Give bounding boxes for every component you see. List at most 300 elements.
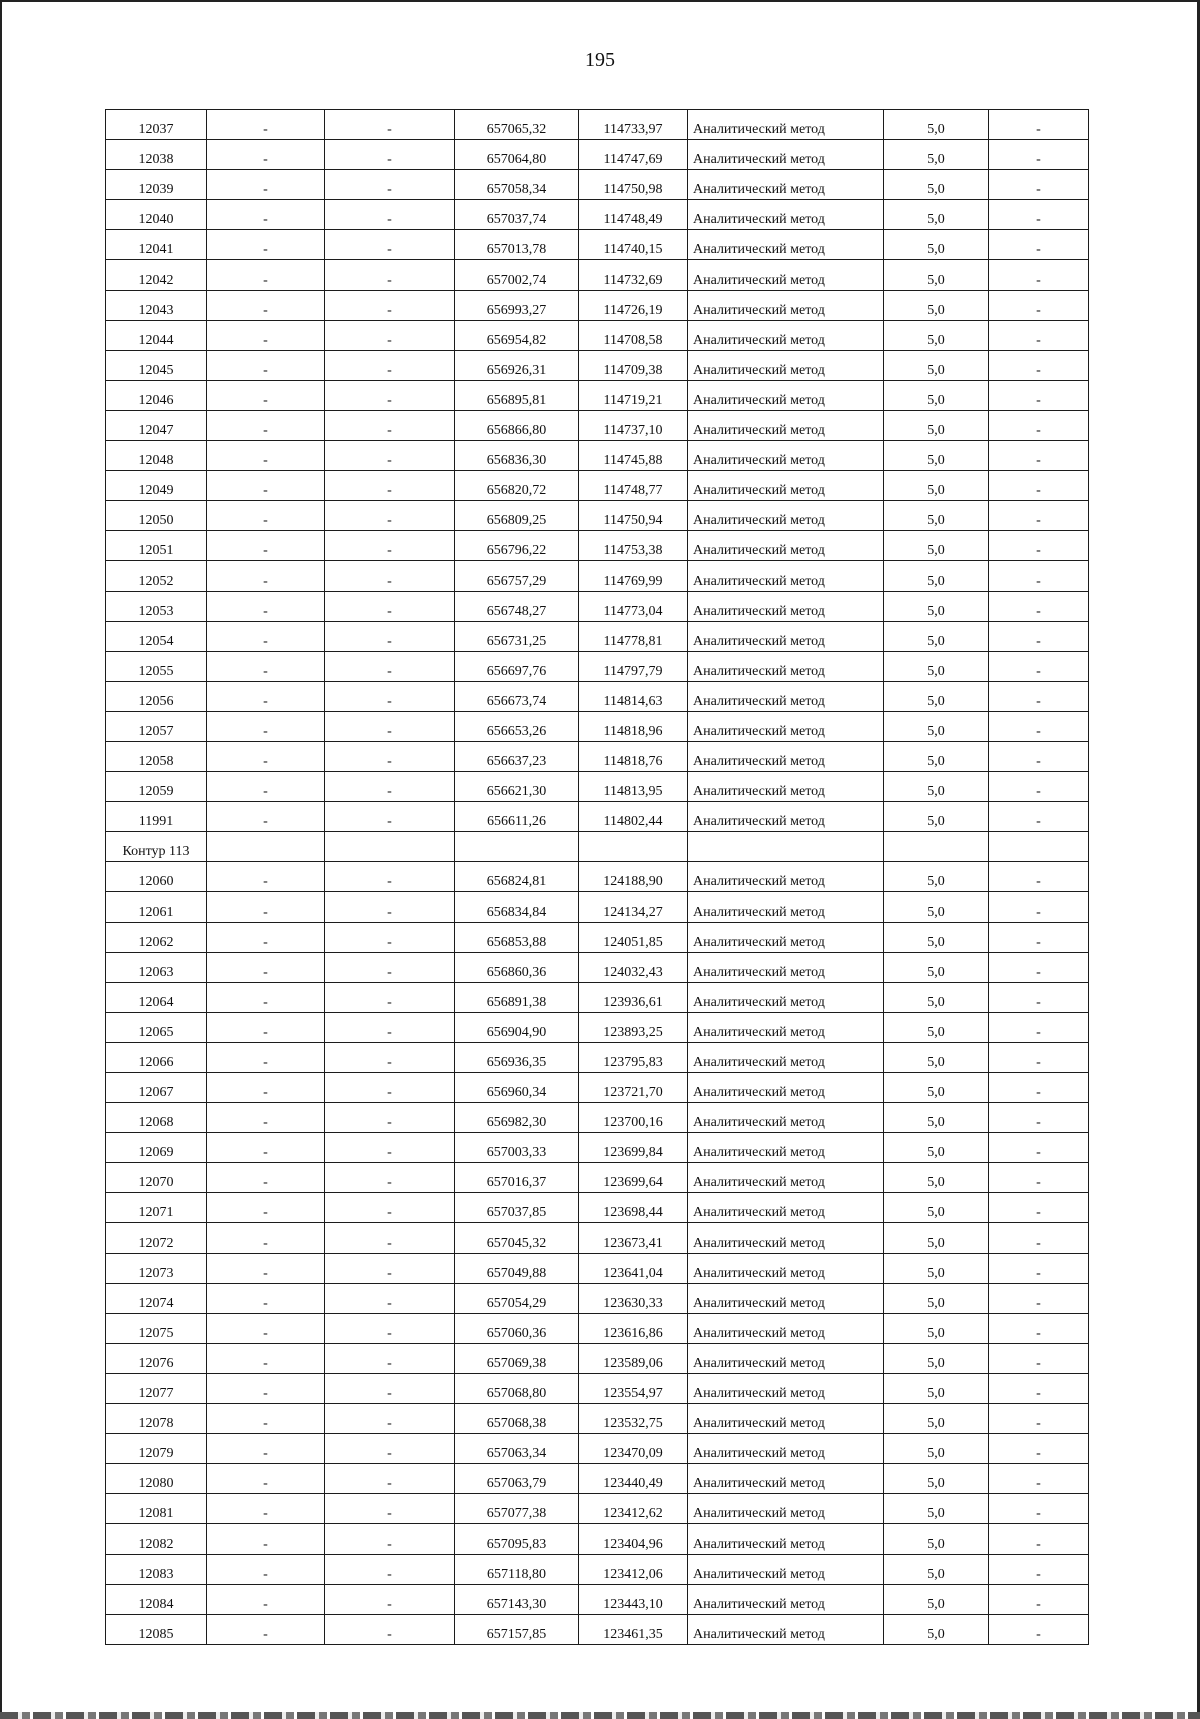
method-cell: Аналитический метод: [688, 140, 884, 170]
table-cell: -: [989, 651, 1089, 681]
point-number-cell: 12040: [106, 200, 207, 230]
table-cell: -: [207, 200, 325, 230]
table-cell: 5,0: [884, 1584, 989, 1614]
table-cell: 123404,96: [579, 1524, 688, 1554]
table-cell: -: [325, 441, 455, 471]
table-cell: 114769,99: [579, 561, 688, 591]
table-cell: -: [207, 1373, 325, 1403]
table-cell: -: [325, 140, 455, 170]
table-cell: 5,0: [884, 741, 989, 771]
table-cell: [325, 832, 455, 862]
table-cell: 123440,49: [579, 1464, 688, 1494]
table-row: [106, 591, 1089, 621]
table-cell: 5,0: [884, 1343, 989, 1373]
table-row: [106, 350, 1089, 380]
table-cell: 656993,27: [455, 290, 579, 320]
scan-border-top: [0, 0, 1200, 2]
table-cell: 114814,63: [579, 681, 688, 711]
table-cell: 657064,80: [455, 140, 579, 170]
table-cell: -: [325, 1012, 455, 1042]
table-cell: -: [207, 410, 325, 440]
table-cell: -: [325, 410, 455, 440]
table-cell: 657063,34: [455, 1434, 579, 1464]
table-cell: -: [325, 1494, 455, 1524]
point-number-cell: 12048: [106, 441, 207, 471]
table-cell: 5,0: [884, 380, 989, 410]
table-cell: -: [325, 952, 455, 982]
table-cell: 123412,62: [579, 1494, 688, 1524]
point-number-cell: 12073: [106, 1253, 207, 1283]
method-cell: Аналитический метод: [688, 501, 884, 531]
table-body-contour-113: [106, 862, 1089, 1644]
table-cell: -: [207, 1434, 325, 1464]
table-cell: -: [207, 290, 325, 320]
table-cell: -: [325, 772, 455, 802]
table-cell: -: [989, 350, 1089, 380]
table-section-header: [106, 832, 1089, 862]
table-cell: -: [207, 862, 325, 892]
point-number-cell: 12059: [106, 772, 207, 802]
table-cell: -: [989, 1193, 1089, 1223]
table-row: [106, 862, 1089, 892]
table-row: [106, 1464, 1089, 1494]
method-cell: Аналитический метод: [688, 1163, 884, 1193]
method-cell: Аналитический метод: [688, 170, 884, 200]
table-row: [106, 230, 1089, 260]
table-cell: 5,0: [884, 1223, 989, 1253]
method-cell: Аналитический метод: [688, 320, 884, 350]
table-cell: -: [325, 1434, 455, 1464]
method-cell: Аналитический метод: [688, 1042, 884, 1072]
table-cell: -: [207, 1133, 325, 1163]
table-cell: 656653,26: [455, 711, 579, 741]
table-cell: 5,0: [884, 1253, 989, 1283]
table-cell: 114737,10: [579, 410, 688, 440]
table-cell: 5,0: [884, 1073, 989, 1103]
method-cell: Аналитический метод: [688, 1133, 884, 1163]
table-cell: -: [325, 1584, 455, 1614]
table-cell: -: [325, 1614, 455, 1644]
table-cell: 5,0: [884, 1373, 989, 1403]
table-cell: -: [325, 1524, 455, 1554]
table-cell: 5,0: [884, 621, 989, 651]
point-number-cell: 12071: [106, 1193, 207, 1223]
table-cell: 124134,27: [579, 892, 688, 922]
table-cell: -: [207, 982, 325, 1012]
page-number: 195: [585, 49, 615, 71]
table-cell: -: [325, 230, 455, 260]
table-cell: -: [989, 1103, 1089, 1133]
method-cell: Аналитический метод: [688, 531, 884, 561]
table-cell: [884, 832, 989, 862]
table-cell: -: [207, 922, 325, 952]
table-cell: -: [207, 501, 325, 531]
table-cell: 5,0: [884, 1554, 989, 1584]
table-cell: 657003,33: [455, 1133, 579, 1163]
point-number-cell: 12055: [106, 651, 207, 681]
table-cell: -: [207, 561, 325, 591]
table-cell: 5,0: [884, 772, 989, 802]
table-cell: 5,0: [884, 441, 989, 471]
table-cell: -: [325, 711, 455, 741]
table-cell: -: [325, 170, 455, 200]
point-number-cell: 12054: [106, 621, 207, 651]
point-number-cell: 12077: [106, 1373, 207, 1403]
table-cell: -: [989, 140, 1089, 170]
table-cell: 656796,22: [455, 531, 579, 561]
point-number-cell: 12050: [106, 501, 207, 531]
method-cell: Аналитический метод: [688, 350, 884, 380]
table-cell: 656960,34: [455, 1073, 579, 1103]
method-cell: Аналитический метод: [688, 591, 884, 621]
table-cell: -: [325, 200, 455, 230]
table-cell: -: [989, 862, 1089, 892]
table-row: [106, 711, 1089, 741]
table-cell: -: [207, 1494, 325, 1524]
table-cell: 656697,76: [455, 651, 579, 681]
table-cell: 114750,98: [579, 170, 688, 200]
table-cell: 123616,86: [579, 1313, 688, 1343]
table-cell: 123699,64: [579, 1163, 688, 1193]
table-row: [106, 260, 1089, 290]
table-cell: 123936,61: [579, 982, 688, 1012]
method-cell: Аналитический метод: [688, 741, 884, 771]
table-cell: -: [989, 982, 1089, 1012]
table-row: [106, 290, 1089, 320]
table-cell: -: [325, 1464, 455, 1494]
table-cell: 5,0: [884, 711, 989, 741]
table-cell: -: [989, 290, 1089, 320]
point-number-cell: 12047: [106, 410, 207, 440]
point-number-cell: 12076: [106, 1343, 207, 1373]
table-cell: 656982,30: [455, 1103, 579, 1133]
table-cell: 5,0: [884, 1614, 989, 1644]
table-cell: 5,0: [884, 982, 989, 1012]
table-row: [106, 952, 1089, 982]
point-number-cell: 12074: [106, 1283, 207, 1313]
table-cell: -: [207, 802, 325, 832]
method-cell: Аналитический метод: [688, 1343, 884, 1373]
table-cell: 5,0: [884, 1434, 989, 1464]
table-cell: -: [207, 230, 325, 260]
table-cell: -: [325, 1042, 455, 1072]
table-cell: -: [207, 1073, 325, 1103]
table-row: [106, 170, 1089, 200]
table-cell: -: [989, 200, 1089, 230]
table-cell: -: [325, 1283, 455, 1313]
table-cell: 657077,38: [455, 1494, 579, 1524]
table-cell: -: [325, 621, 455, 651]
table-cell: -: [325, 1404, 455, 1434]
table-cell: [688, 832, 884, 862]
table-cell: 5,0: [884, 651, 989, 681]
table-cell: 123443,10: [579, 1584, 688, 1614]
table-cell: 123532,75: [579, 1404, 688, 1434]
table-cell: 656936,35: [455, 1042, 579, 1072]
table-cell: 5,0: [884, 230, 989, 260]
table-cell: -: [989, 320, 1089, 350]
table-cell: -: [989, 1464, 1089, 1494]
method-cell: Аналитический метод: [688, 862, 884, 892]
table-cell: 657013,78: [455, 230, 579, 260]
table-row: [106, 1494, 1089, 1524]
table-cell: 656860,36: [455, 952, 579, 982]
table-cell: 5,0: [884, 350, 989, 380]
point-number-cell: 11991: [106, 802, 207, 832]
table-cell: -: [207, 1103, 325, 1133]
method-cell: Аналитический метод: [688, 380, 884, 410]
table-cell: -: [989, 471, 1089, 501]
table-cell: -: [989, 260, 1089, 290]
point-number-cell: 12060: [106, 862, 207, 892]
table-cell: -: [325, 1343, 455, 1373]
table-cell: 123893,25: [579, 1012, 688, 1042]
method-cell: Аналитический метод: [688, 772, 884, 802]
table-cell: [579, 832, 688, 862]
table-cell: -: [207, 1012, 325, 1042]
table-cell: -: [207, 1614, 325, 1644]
table-cell: 114740,15: [579, 230, 688, 260]
table-cell: -: [207, 441, 325, 471]
table-cell: -: [207, 651, 325, 681]
method-cell: Аналитический метод: [688, 230, 884, 260]
table-cell: 657002,74: [455, 260, 579, 290]
table-cell: -: [207, 1042, 325, 1072]
table-row: [106, 1193, 1089, 1223]
table-cell: -: [207, 140, 325, 170]
table-cell: 5,0: [884, 501, 989, 531]
table-cell: 123673,41: [579, 1223, 688, 1253]
table-cell: -: [325, 290, 455, 320]
table-row: [106, 1343, 1089, 1373]
table-cell: 656895,81: [455, 380, 579, 410]
table-cell: -: [989, 952, 1089, 982]
table-cell: -: [989, 892, 1089, 922]
table-cell: 114726,19: [579, 290, 688, 320]
table-cell: 656836,30: [455, 441, 579, 471]
method-cell: Аналитический метод: [688, 200, 884, 230]
table-cell: -: [989, 1073, 1089, 1103]
table-row: [106, 621, 1089, 651]
table-row: [106, 1584, 1089, 1614]
table-cell: [455, 832, 579, 862]
table-cell: -: [207, 621, 325, 651]
table-row: [106, 772, 1089, 802]
table-cell: 5,0: [884, 1283, 989, 1313]
method-cell: Аналитический метод: [688, 1103, 884, 1133]
table-cell: -: [325, 802, 455, 832]
point-number-cell: 12082: [106, 1524, 207, 1554]
method-cell: Аналитический метод: [688, 922, 884, 952]
table-cell: 5,0: [884, 1313, 989, 1343]
table-cell: 114813,95: [579, 772, 688, 802]
table-row: [106, 200, 1089, 230]
table-cell: -: [207, 1223, 325, 1253]
method-cell: Аналитический метод: [688, 471, 884, 501]
table-cell: -: [989, 380, 1089, 410]
table-cell: 657065,32: [455, 110, 579, 140]
table-cell: 123461,35: [579, 1614, 688, 1644]
table-row: [106, 561, 1089, 591]
method-cell: Аналитический метод: [688, 1464, 884, 1494]
point-number-cell: 12080: [106, 1464, 207, 1494]
method-cell: Аналитический метод: [688, 1614, 884, 1644]
table-row: [106, 1223, 1089, 1253]
table-row: [106, 741, 1089, 771]
table-cell: 5,0: [884, 922, 989, 952]
method-cell: Аналитический метод: [688, 561, 884, 591]
table-cell: -: [207, 110, 325, 140]
table-row: [106, 140, 1089, 170]
point-number-cell: 12038: [106, 140, 207, 170]
table-cell: -: [325, 1253, 455, 1283]
point-number-cell: 12066: [106, 1042, 207, 1072]
method-cell: Аналитический метод: [688, 1584, 884, 1614]
table-cell: -: [989, 441, 1089, 471]
table-cell: 114818,96: [579, 711, 688, 741]
table-cell: 114802,44: [579, 802, 688, 832]
table-cell: 5,0: [884, 681, 989, 711]
table-cell: -: [989, 741, 1089, 771]
method-cell: Аналитический метод: [688, 1313, 884, 1343]
table-cell: 657049,88: [455, 1253, 579, 1283]
table-cell: -: [207, 681, 325, 711]
table-cell: -: [989, 110, 1089, 140]
table-cell: -: [325, 681, 455, 711]
table-cell: 5,0: [884, 531, 989, 561]
table-cell: 5,0: [884, 200, 989, 230]
table-cell: -: [207, 380, 325, 410]
point-number-cell: 12070: [106, 1163, 207, 1193]
table-cell: 657063,79: [455, 1464, 579, 1494]
table-cell: 5,0: [884, 260, 989, 290]
table-cell: -: [325, 922, 455, 952]
table-row: [106, 1103, 1089, 1133]
table-cell: 657060,36: [455, 1313, 579, 1343]
table-cell: -: [207, 1313, 325, 1343]
table-cell: 657054,29: [455, 1283, 579, 1313]
table-cell: [207, 832, 325, 862]
table-cell: 656904,90: [455, 1012, 579, 1042]
table-cell: -: [325, 591, 455, 621]
point-number-cell: 12057: [106, 711, 207, 741]
table-cell: -: [325, 862, 455, 892]
table-row: [106, 380, 1089, 410]
table-cell: 5,0: [884, 1494, 989, 1524]
table-row: [106, 802, 1089, 832]
point-number-cell: 12083: [106, 1554, 207, 1584]
point-number-cell: 12084: [106, 1584, 207, 1614]
point-number-cell: 12037: [106, 110, 207, 140]
table-cell: -: [325, 1133, 455, 1163]
table-cell: 123700,16: [579, 1103, 688, 1133]
table-cell: 114719,21: [579, 380, 688, 410]
table-cell: 5,0: [884, 1404, 989, 1434]
table-cell: -: [989, 621, 1089, 651]
point-number-cell: 12039: [106, 170, 207, 200]
table-cell: -: [325, 320, 455, 350]
table-cell: 5,0: [884, 170, 989, 200]
table-cell: [989, 832, 1089, 862]
table-cell: -: [207, 1524, 325, 1554]
point-number-cell: 12061: [106, 892, 207, 922]
table-cell: -: [207, 772, 325, 802]
table-cell: -: [325, 1223, 455, 1253]
method-cell: Аналитический метод: [688, 621, 884, 651]
point-number-cell: 12065: [106, 1012, 207, 1042]
table-cell: -: [207, 1464, 325, 1494]
table-cell: 124051,85: [579, 922, 688, 952]
table-cell: 123795,83: [579, 1042, 688, 1072]
table-cell: -: [989, 1404, 1089, 1434]
table-row: [106, 681, 1089, 711]
table-cell: 656866,80: [455, 410, 579, 440]
point-number-cell: 12045: [106, 350, 207, 380]
table-cell: 114732,69: [579, 260, 688, 290]
method-cell: Аналитический метод: [688, 1073, 884, 1103]
scan-border-bottom: [0, 1712, 1200, 1719]
point-number-cell: 12051: [106, 531, 207, 561]
point-number-cell: 12079: [106, 1434, 207, 1464]
table-row: [106, 892, 1089, 922]
method-cell: Аналитический метод: [688, 1494, 884, 1524]
table-cell: 657068,80: [455, 1373, 579, 1403]
method-cell: Аналитический метод: [688, 410, 884, 440]
table-cell: -: [989, 802, 1089, 832]
table-cell: 114708,58: [579, 320, 688, 350]
table-cell: 5,0: [884, 591, 989, 621]
table-cell: 123470,09: [579, 1434, 688, 1464]
table-row: [106, 410, 1089, 440]
table-cell: -: [207, 1283, 325, 1313]
table-cell: -: [989, 501, 1089, 531]
table-cell: 123698,44: [579, 1193, 688, 1223]
table-cell: 656611,26: [455, 802, 579, 832]
point-number-cell: 12056: [106, 681, 207, 711]
table-cell: 657037,85: [455, 1193, 579, 1223]
table-cell: -: [989, 1223, 1089, 1253]
table-cell: -: [325, 982, 455, 1012]
method-cell: Аналитический метод: [688, 1012, 884, 1042]
table-cell: -: [989, 1584, 1089, 1614]
table-cell: 114733,97: [579, 110, 688, 140]
table-cell: -: [207, 350, 325, 380]
table-cell: 657157,85: [455, 1614, 579, 1644]
coordinates-table: [105, 109, 1089, 1645]
method-cell: Аналитический метод: [688, 982, 884, 1012]
method-cell: Аналитический метод: [688, 681, 884, 711]
table-cell: -: [325, 380, 455, 410]
table-cell: -: [989, 561, 1089, 591]
table-cell: 656834,84: [455, 892, 579, 922]
table-row: [106, 1133, 1089, 1163]
point-number-cell: 12085: [106, 1614, 207, 1644]
point-number-cell: 12069: [106, 1133, 207, 1163]
table-cell: -: [325, 561, 455, 591]
table-cell: 656673,74: [455, 681, 579, 711]
table-cell: -: [325, 1554, 455, 1584]
table-cell: 123554,97: [579, 1373, 688, 1403]
table-cell: -: [207, 1343, 325, 1373]
method-cell: Аналитический метод: [688, 1373, 884, 1403]
section-label: Контур 113: [106, 832, 207, 862]
table-cell: 114750,94: [579, 501, 688, 531]
table-cell: -: [207, 531, 325, 561]
table-cell: -: [325, 1073, 455, 1103]
table-cell: 123641,04: [579, 1253, 688, 1283]
method-cell: Аналитический метод: [688, 290, 884, 320]
table-cell: -: [325, 110, 455, 140]
